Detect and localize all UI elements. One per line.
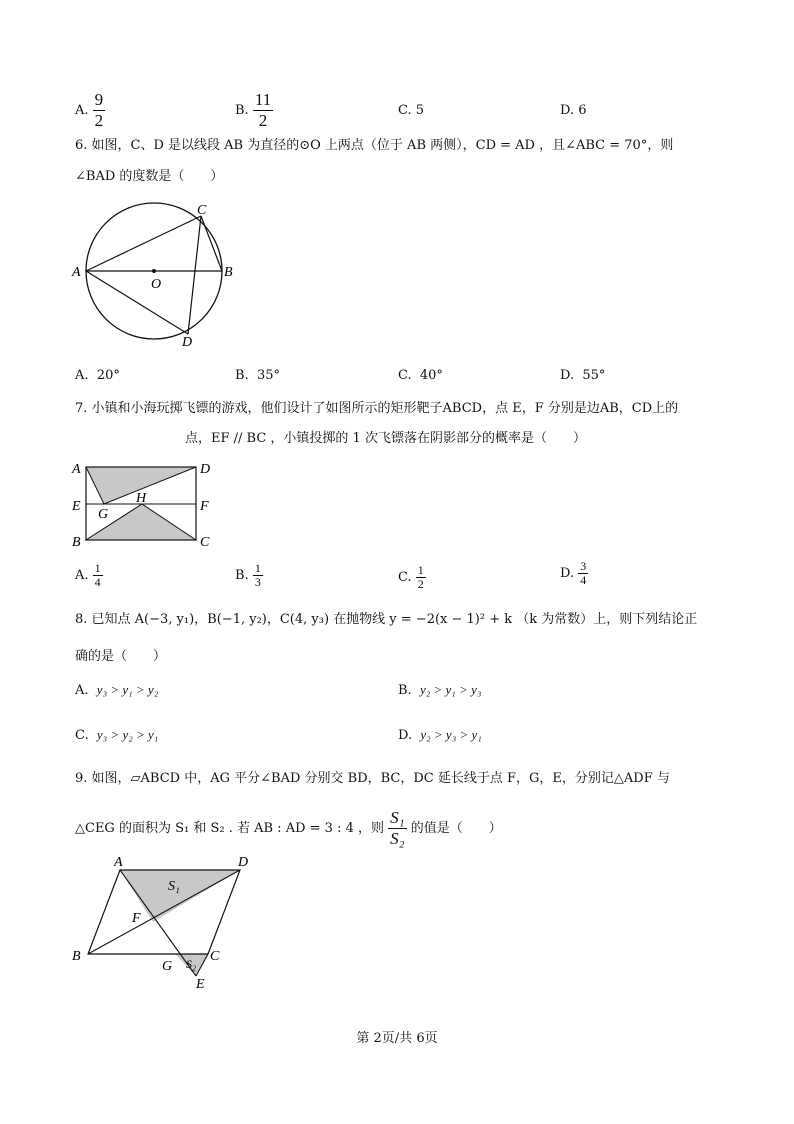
q6-label-b: B: [224, 265, 233, 280]
q6-label-c: C: [197, 203, 207, 218]
q8-stem-line2: 确的是（ ）: [75, 649, 167, 664]
q8-option-d: D. y₂ > y₃ > y₁: [398, 727, 482, 743]
q7-rectangle-figure: [68, 458, 224, 552]
q6-segment-ac: [86, 216, 201, 271]
q9-label-g: G: [162, 959, 173, 974]
q9-label-e: E: [196, 977, 205, 992]
q6-segment-cb: [201, 216, 222, 271]
q8-stem-line1: 8. 已知点 A(−3, y₁)，B(−1, y₂)，C(4, y₃) 在抛物线 y = −2(x − 1)² + k （k 为常数）上，则下列结论正: [75, 612, 698, 627]
q5-option-b: B. $\frac{11}{2}$: [235, 90, 272, 130]
q7-label-e: E: [72, 499, 81, 514]
q6-stem-line2: ∠BAD 的度数是（ ）: [75, 169, 224, 184]
q7-label-c: C: [200, 535, 210, 550]
q6-label-d: D: [182, 335, 193, 350]
q9-stem-line2: △CEG 的面积为 S₁ 和 S₂ . 若 AB : AD = 3 : 4 ，则 $\frac{\text{S₁}}{\text{S₂}}$ 的值是（ ）: [75, 808, 502, 848]
q9-label-b: B: [72, 949, 81, 964]
q9-label-d: D: [238, 855, 249, 870]
q7-option-b: B. $\frac{1}{3}$: [235, 561, 261, 589]
q9-label-c: C: [210, 949, 220, 964]
q6-option-c: C. 40°: [398, 368, 443, 383]
q7-label-g: G: [98, 507, 109, 522]
q5-option-c: C. 5: [398, 103, 425, 118]
q5-option-d: D. 6: [560, 103, 587, 118]
q9-label-s1: S₁: [168, 879, 180, 894]
q7-stem-line1: 7. 小镇和小海玩掷飞镖的游戏，他们设计了如图所示的矩形靶子ABCD，点 E，F 分别是边AB，CD上的: [75, 401, 679, 416]
q7-label-f: F: [200, 499, 209, 514]
q6-segment-ad: [86, 271, 188, 334]
q7-label-d: D: [200, 462, 211, 477]
q7-label-h: H: [136, 491, 147, 506]
q8-option-a: A. y₃ > y₁ > y₂: [75, 682, 159, 698]
q6-option-a: A. 20°: [75, 368, 120, 383]
q7-stem-line2: 点，EF // BC ，小镇投掷的 1 次飞镖落在阴影部分的概率是（ ）: [185, 431, 586, 446]
q6-option-b: B. 35°: [235, 368, 280, 383]
q7-option-a: A. $\frac{1}{4}$: [75, 561, 101, 589]
q7-label-a: A: [72, 462, 81, 477]
q7-label-b: B: [72, 535, 81, 550]
page-footer: 第 2页/共 6页: [356, 1031, 438, 1046]
q7-option-c: C. $\frac{1}{2}$: [398, 563, 424, 591]
q6-center-dot: [152, 269, 156, 273]
q7-option-d: D. $\frac{3}{4}$: [560, 559, 587, 587]
q6-label-o: O: [151, 277, 162, 292]
q5-option-b-fraction: $\frac{11}{2}$: [254, 90, 272, 130]
q9-parallelogram-figure: [68, 850, 258, 992]
q9-stem-line1: 9. 如图，▱ABCD 中，AG 平分∠BAD 分别交 BD，BC，DC 延长线于点 F，G，E，分别记△ADF 与: [75, 771, 670, 786]
q6-label-a: A: [72, 265, 81, 280]
q8-option-b: B. y₂ > y₁ > y₃: [398, 682, 482, 698]
q5-option-a: A. $\frac{9}{2}$: [75, 90, 104, 130]
q6-circle-figure: [68, 198, 248, 350]
q9-label-a: A: [114, 855, 123, 870]
q6-segment-cd: [188, 216, 201, 334]
q6-option-d: D. 55°: [560, 368, 606, 383]
q5-option-a-fraction: $\frac{9}{2}$: [94, 90, 104, 130]
q9-label-f: F: [132, 911, 141, 926]
q9-label-s2: S₂: [186, 957, 197, 971]
q6-stem-line1: 6. 如图，C、D 是以线段 AB 为直径的⊙O 上两点（位于 AB 两侧），CD = AD ，且∠ABC = 70°，则: [75, 138, 674, 153]
q9-ratio-fraction: $\frac{\text{S₁}}{\text{S₂}}$: [390, 808, 405, 848]
q8-option-c: C. y₃ > y₂ > y₁: [75, 727, 159, 743]
